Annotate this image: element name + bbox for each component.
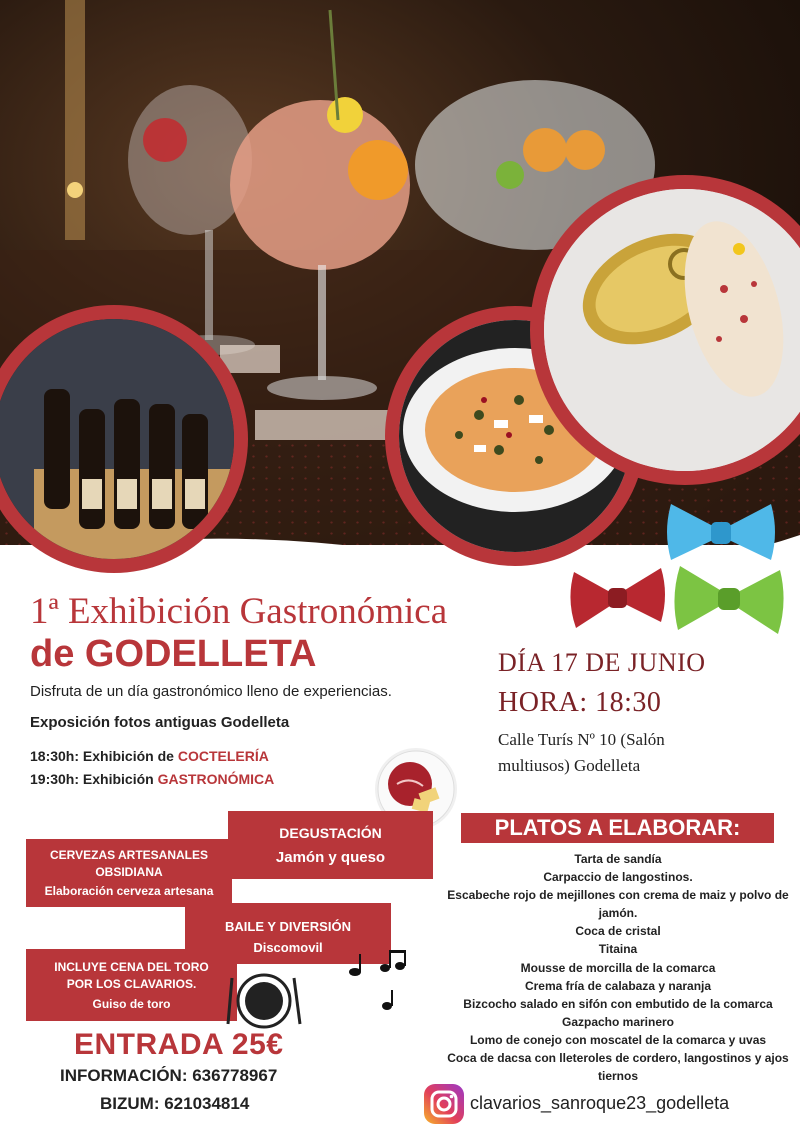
red-bow-tie-icon <box>570 562 665 634</box>
plato-item: Coca de cristal <box>575 924 661 939</box>
degustacion-title: DEGUSTACIÓN <box>279 825 382 841</box>
plato-item: Mousse de morcilla de la comarca <box>520 960 716 975</box>
platos-heading: PLATOS A ELABORAR: <box>461 813 774 843</box>
schedule-highlight: COCTELERÍA <box>177 748 269 764</box>
baile-detail: Discomovil <box>253 940 323 955</box>
blue-bow-tie-icon <box>667 498 775 566</box>
cena-title: INCLUYE CENA DEL TORO POR LOS CLAVARIOS. <box>54 960 209 991</box>
plato-item: Titaina <box>598 942 638 957</box>
entrada-price: ENTRADA 25€ <box>74 1028 284 1061</box>
cervezas-box <box>26 839 232 907</box>
schedule-time: 18:30h: Exhibición de <box>30 748 178 764</box>
plato-item: Tarta de sandía <box>574 852 662 866</box>
plato-item: Lomo de conejo con moscatel de la comarca y uvas <box>469 1032 767 1047</box>
degustacion-box <box>228 811 433 879</box>
degustacion-detail: Jamón y queso <box>275 849 386 866</box>
plate-cutlery-icon <box>226 972 302 1030</box>
cena-detail: Guiso de toro <box>92 997 171 1011</box>
event-address: Calle Turís Nº 10 (Salón multiusos) Godelleta <box>498 730 665 775</box>
plato-item: Carpaccio de langostinos. <box>543 870 693 885</box>
event-title-line2: de GODELLETA <box>30 633 317 675</box>
cervezas-title: CERVEZAS ARTESANALES OBSIDIANA <box>49 848 209 879</box>
plato-item: Coca de dacsa con lleteroles de cordero, langostinos y ajos tiernos <box>447 1051 789 1084</box>
schedule-time: 19:30h: Exhibición <box>30 771 158 787</box>
baile-title: BAILE Y DIVERSIÓN <box>225 919 351 934</box>
schedule-item-cocteleria <box>30 748 269 764</box>
beer-bottles-photo <box>0 319 234 559</box>
exposition-line: Exposición fotos antiguas Godelleta <box>30 714 290 731</box>
event-hour: HORA: 18:30 <box>498 687 662 718</box>
green-bow-tie-icon <box>674 560 784 638</box>
event-subtitle: Disfruta de un día gastronómico lleno de experiencias. <box>30 683 392 700</box>
event-date: DÍA 17 DE JUNIO <box>498 648 706 677</box>
bizum-number: BIZUM: 621034814 <box>100 1094 250 1113</box>
plato-item: Gazpacho marinero <box>561 1014 675 1029</box>
plato-item: Bizcocho salado en sifón con embutido de la comarca <box>463 996 773 1011</box>
schedule-item-gastronomica <box>30 771 274 787</box>
instagram-handle[interactable]: clavarios_sanroque23_godelleta <box>470 1093 730 1113</box>
event-title-line1: 1ª Exhibición Gastronómica <box>30 591 448 632</box>
tin-can-dish-photo <box>544 189 800 471</box>
music-notes-icon <box>345 950 410 1015</box>
plato-item: Escabeche rojo de mejillones con crema de maiz y polvo de jamón. <box>447 888 789 921</box>
schedule-highlight: GASTRONÓMICA <box>157 771 275 787</box>
instagram-icon <box>424 1084 464 1124</box>
platos-list <box>438 850 798 1085</box>
plato-item: Crema fría de calabaza y naranja <box>524 978 712 993</box>
cena-box <box>26 949 237 1021</box>
informacion-phone: INFORMACIÓN: 636778967 <box>60 1066 278 1085</box>
cervezas-detail: Elaboración cerveza artesana <box>44 884 214 898</box>
